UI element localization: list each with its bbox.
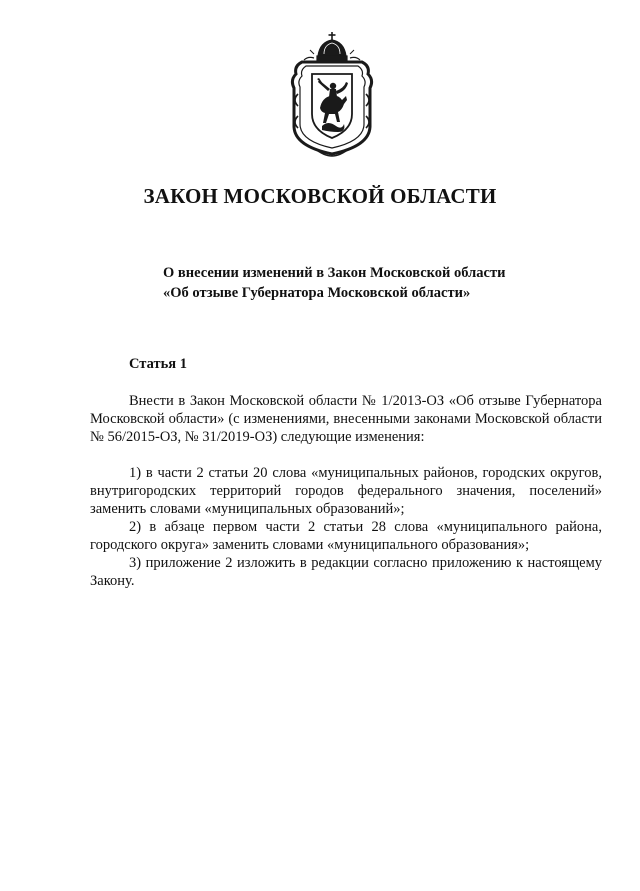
document-title: ЗАКОН МОСКОВСКОЙ ОБЛАСТИ	[143, 184, 497, 208]
intro-paragraph: Внести в Закон Московской области № 1/2013-ОЗ «Об отзыве Губернатора Московской области» (с изменениями, внесенными законами Московской области № 56/2015-ОЗ, № 31/2019-ОЗ) следующие изменения:	[90, 393, 602, 445]
list-item: 2) в абзаце первом части 2 статьи 28 слова «муниципального района, городского округа» заменить словами «муниципального образования»;	[90, 519, 602, 553]
article-heading: Статья 1	[129, 356, 187, 372]
article-body	[90, 392, 602, 590]
list-item: 3) приложение 2 изложить в редакции согласно приложению к настоящему Закону.	[90, 555, 602, 589]
subject-line-2: «Об отзыве Губернатора Московской области»	[163, 285, 471, 301]
subject-line-1: О внесении изменений в Закон Московской области	[163, 265, 506, 281]
law-subject	[163, 263, 583, 303]
coat-of-arms-icon	[284, 30, 380, 158]
list-item: 1) в части 2 статьи 20 слова «муниципальных районов, городских округов, внутригородских территорий городов федерального значения, поселений» заменить словами «муниципальных образований»;	[90, 465, 602, 517]
